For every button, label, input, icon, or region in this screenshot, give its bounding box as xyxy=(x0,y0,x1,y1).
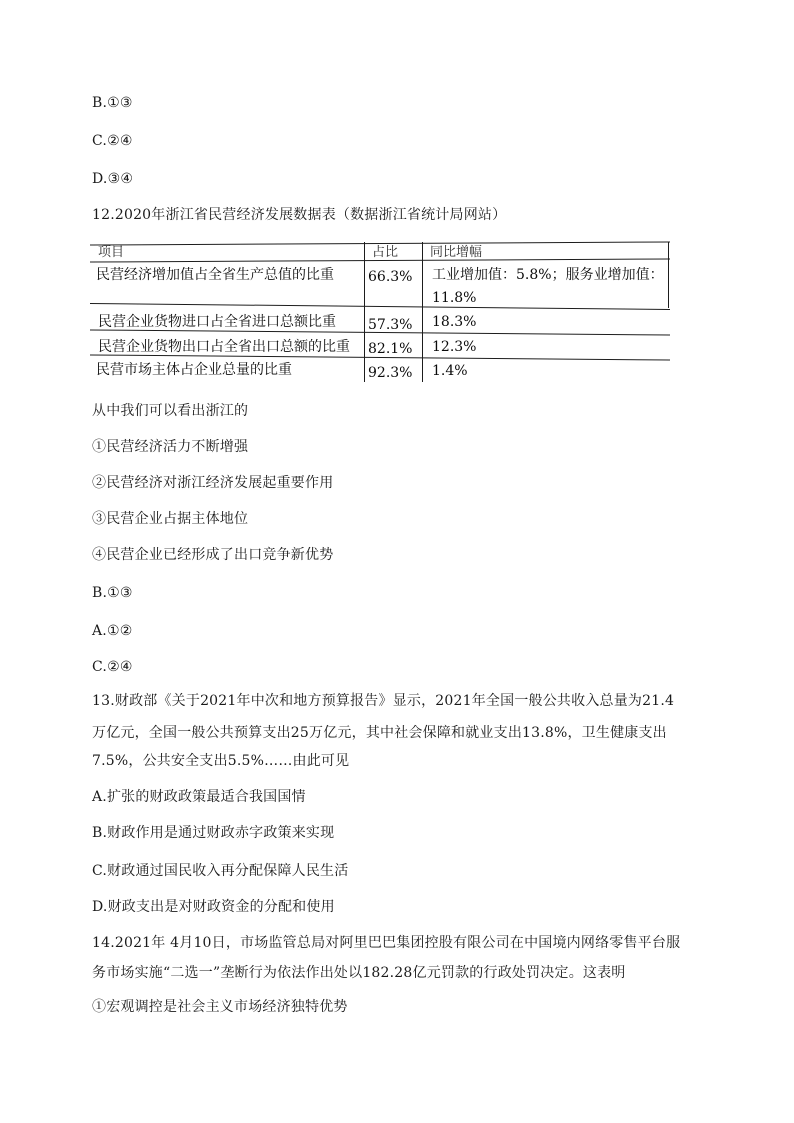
q12-stem: 12.2020年浙江省民营经济发展数据表（数据浙江省统计局网站） xyxy=(92,207,507,223)
table-row4-growth: 1.4% xyxy=(432,363,468,379)
table-row1-share: 66.3% xyxy=(368,269,413,285)
q12-option-a: A.①② xyxy=(92,623,133,639)
table-row3-item: 民营企业货物出口占全省出口总额的比重 xyxy=(98,339,350,355)
q12-statement-2: ②民营经济对浙江经济发展起重要作用 xyxy=(92,475,334,491)
table-header-item: 项目 xyxy=(98,245,125,260)
q13-option-b: B.财政作用是通过财政赤字政策来实现 xyxy=(92,825,335,841)
q12-option-c: C.②④ xyxy=(92,659,133,675)
q11-option-d: D.③④ xyxy=(92,171,134,187)
table-row3-growth: 12.3% xyxy=(432,339,477,355)
table-row4-item: 民营市场主体占企业总量的比重 xyxy=(96,362,292,378)
table-row4-share: 92.3% xyxy=(368,365,413,381)
table-col-rule-2 xyxy=(422,242,423,382)
table-header-growth: 同比增幅 xyxy=(430,245,483,260)
q14-statement-1: ①宏观调控是社会主义市场经济独特优势 xyxy=(92,999,348,1015)
table-header-share: 占比 xyxy=(372,245,399,260)
table-row2-item: 民营企业货物进口占全省进口总额比重 xyxy=(98,314,336,330)
table-row2-growth: 18.3% xyxy=(432,314,477,330)
q12-data-table-photo xyxy=(90,236,670,382)
q13-option-a: A.扩张的财政政策最适合我国国情 xyxy=(92,789,306,805)
q12-statement-1: ①民营经济活力不断增强 xyxy=(92,439,249,455)
table-row2-share: 57.3% xyxy=(368,317,413,333)
q14-stem-line-1: 14.2021年 4月10日，市场监管总局对阿里巴巴集团控股有限公司在中国境内网络零售平台服 xyxy=(92,935,681,951)
q13-stem-line-1: 13.财政部《关于2021年中次和地方预算报告》显示，2021年全国一般公共收入总量为21.4 xyxy=(92,693,675,709)
q13-stem-line-2: 万亿元，全国一般公共预算支出25万亿元，其中社会保障和就业支出13.8%，卫生健康支出 xyxy=(92,725,667,741)
q12-lead: 从中我们可以看出浙江的 xyxy=(92,403,249,419)
q13-option-d: D.财政支出是对财政资金的分配和使用 xyxy=(92,899,335,915)
table-row3-share: 82.1% xyxy=(368,341,413,357)
q12-option-b: B.①③ xyxy=(92,585,133,601)
table-row1-growth-line1: 工业增加值：5.8%；服务业增加值： xyxy=(432,267,664,283)
q12-statement-4: ④民营企业已经形成了出口竞争新优势 xyxy=(92,547,334,563)
table-row1-item: 民营经济增加值占全省生产总值的比重 xyxy=(96,267,334,283)
table-col-rule-3 xyxy=(668,242,669,308)
table-col-rule-1 xyxy=(364,242,365,382)
table-rule-row1 xyxy=(90,303,670,310)
q11-option-b: B.①③ xyxy=(92,95,133,111)
q13-option-c: C.财政通过国民收入再分配保障人民生活 xyxy=(92,863,349,879)
q13-stem-line-3: 7.5%，公共安全支出5.5%……由此可见 xyxy=(92,753,350,769)
q11-option-c: C.②④ xyxy=(92,133,133,149)
q12-statement-3: ③民营企业占据主体地位 xyxy=(92,511,249,527)
table-row1-growth-line2: 11.8% xyxy=(432,290,477,306)
q14-stem-line-2: 务市场实施“二选一”垄断行为依法作出处以182.28亿元罚款的行政处罚决定。这表明 xyxy=(92,965,626,981)
